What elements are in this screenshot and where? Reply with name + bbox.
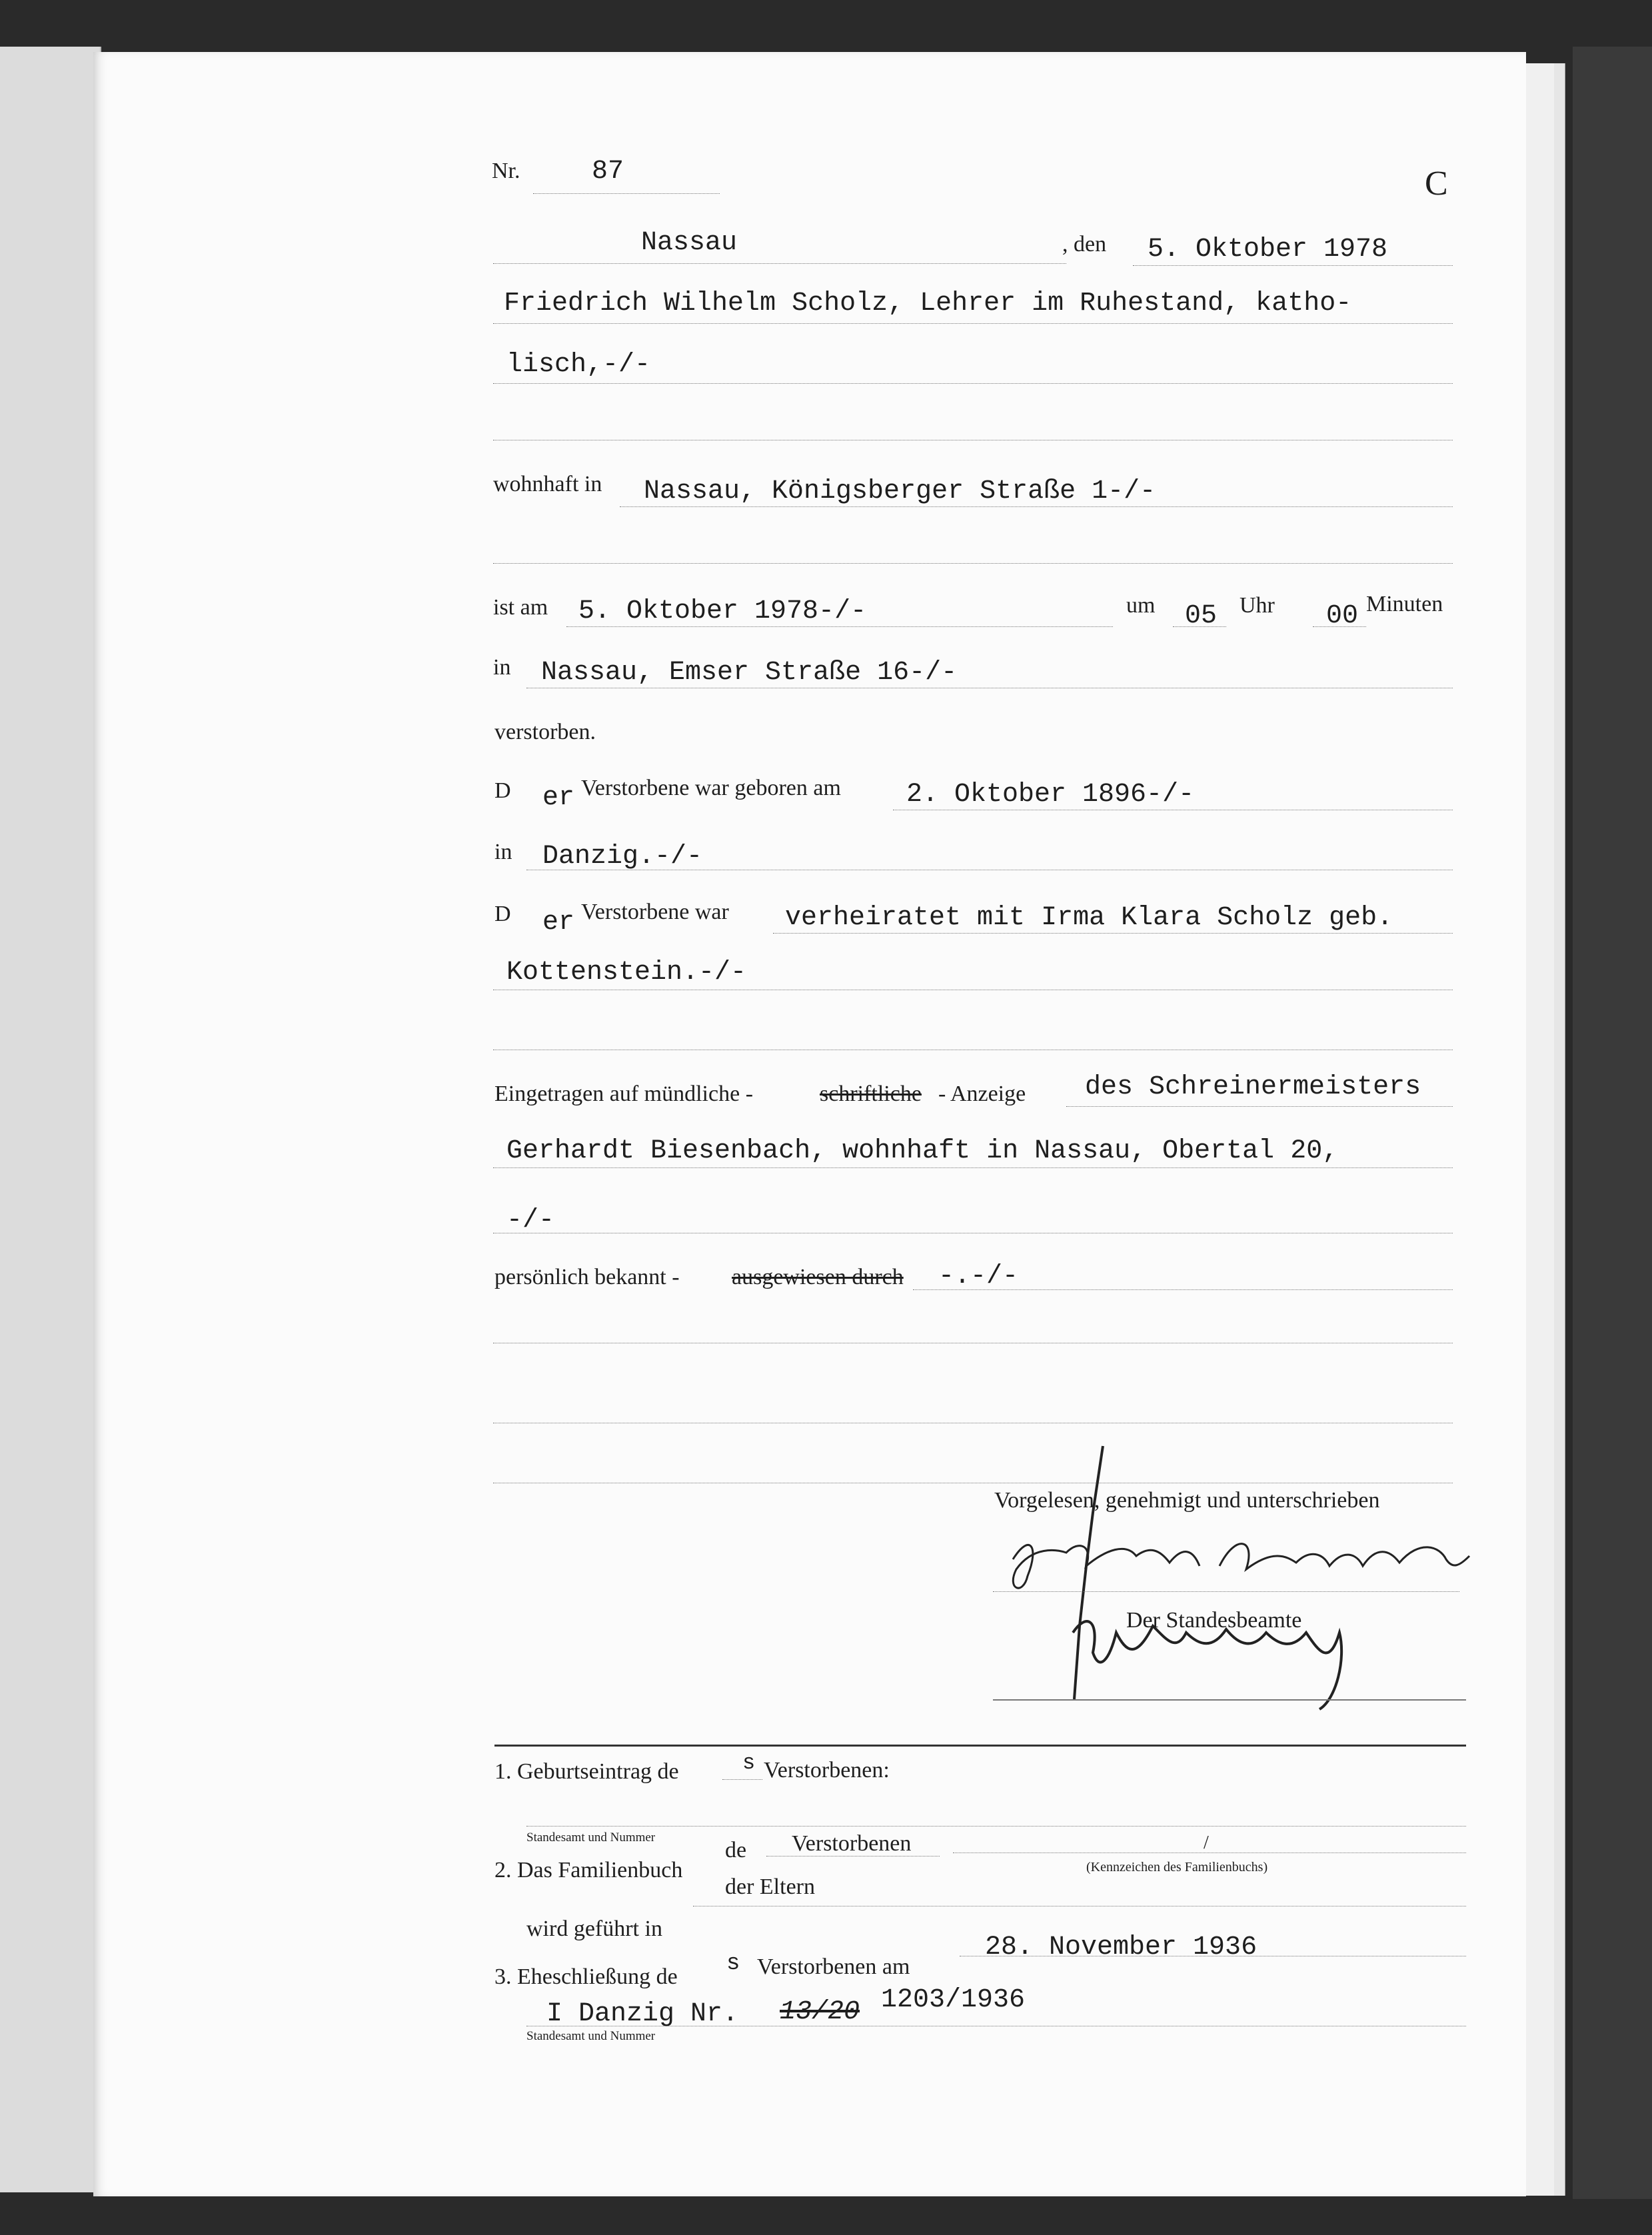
identity-struck: ausgewiesen durch (732, 1265, 904, 1289)
note2-slash: / (1204, 1833, 1209, 1853)
note3-tail: Verstorbenen am (757, 1954, 910, 1979)
deceased-line2: lisch,-/- (506, 350, 651, 380)
identity-label: persönlich bekannt - (494, 1265, 680, 1289)
marital-line1: verheiratet mit Irma Klara Scholz geb. (785, 903, 1393, 933)
informant-struck: schriftliche (820, 1082, 922, 1106)
note2-option-parents: der Eltern (725, 1874, 815, 1899)
page-edge (1535, 63, 1545, 2196)
uhr-label: Uhr (1239, 593, 1275, 618)
signatures-handwritten (993, 1433, 1513, 1713)
identity-value: -.-/- (938, 1261, 1019, 1291)
note3-standesamt-label: Standesamt und Nummer (526, 2029, 656, 2043)
page-edge (1526, 63, 1536, 2196)
page-edge (1554, 63, 1565, 2196)
note3-date: 28. November 1936 (985, 1932, 1257, 1962)
read-approved-label: Vorgelesen, genehmigt und unterschrieben (994, 1488, 1380, 1513)
note1-suffix: s (742, 1751, 756, 1775)
informant-line2: Gerhardt Biesenbach, wohnhaft in Nassau, Obertal 20, (506, 1136, 1339, 1166)
death-date: 5. Oktober 1978-/- (578, 596, 867, 626)
note2-gefuehrt-label: wird geführt in (526, 1916, 662, 1941)
birth-date: 2. Oktober 1896-/- (906, 780, 1195, 810)
deceased-line1: Friedrich Wilhelm Scholz, Lehrer im Ruhestand, katho- (504, 289, 1352, 319)
death-hour: 05 (1185, 601, 1218, 631)
official-label: Der Standesbeamte (1126, 1608, 1302, 1633)
book-cover (1573, 47, 1652, 2199)
note3-suffix: s (726, 1951, 740, 1976)
page-edge (1545, 63, 1555, 2196)
note2-kennzeichen-label: (Kennzeichen des Familienbuchs) (1086, 1860, 1268, 1874)
note2-option-deceased: Verstorbenen (792, 1831, 912, 1856)
marital-label: Verstorbene war (581, 900, 729, 924)
note3-value-prefix: I Danzig Nr. (546, 1999, 739, 2029)
marital-d-label: D (494, 902, 511, 926)
death-place: Nassau, Emser Straße 16-/- (541, 658, 958, 688)
marital-line2: Kottenstein.-/- (506, 958, 747, 988)
um-label: um (1126, 593, 1156, 618)
note3-value: 1203/1936 (881, 1985, 1026, 2015)
informant-line3: -/- (506, 1205, 555, 1235)
birth-suffix: er (542, 783, 575, 813)
note2-label: 2. Das Familienbuch (494, 1858, 683, 1882)
death-in-label: in (493, 655, 511, 680)
residence-value: Nassau, Königsberger Straße 1-/- (644, 476, 1156, 506)
death-minute: 00 (1326, 601, 1359, 631)
register-letter: C (1425, 165, 1448, 203)
entry-date: 5. Oktober 1978 (1148, 235, 1388, 265)
note1-label: 1. Geburtseintrag de (494, 1759, 679, 1784)
informant-line1: des Schreinermeisters (1085, 1072, 1421, 1102)
birth-place: Danzig.-/- (542, 842, 703, 872)
nr-label: Nr. (492, 159, 520, 183)
note2-de: de (725, 1838, 747, 1862)
note1-tail: Verstorbenen: (764, 1758, 890, 1783)
left-page (0, 47, 101, 2192)
den-label: , den (1062, 232, 1107, 257)
marital-suffix: er (542, 908, 575, 938)
death-date-label: ist am (493, 595, 548, 620)
residence-label: wohnhaft in (493, 472, 602, 496)
note3-label: 3. Eheschließung de (494, 1964, 678, 1989)
verstorben-label: verstorben. (494, 720, 596, 744)
anzeige-label: - Anzeige (938, 1082, 1026, 1106)
nr-value: 87 (592, 157, 624, 187)
place-value: Nassau (641, 228, 738, 258)
note3-struck: 13/20 (780, 1997, 860, 2027)
note1-standesamt-label: Standesamt und Nummer (526, 1831, 656, 1845)
birth-in-label: in (494, 840, 512, 864)
birth-d-label: D (494, 778, 511, 803)
birth-label: Verstorbene war geboren am (581, 776, 841, 800)
informant-label: Eingetragen auf mündliche - (494, 1082, 754, 1106)
minuten-label: Minuten (1366, 592, 1443, 616)
